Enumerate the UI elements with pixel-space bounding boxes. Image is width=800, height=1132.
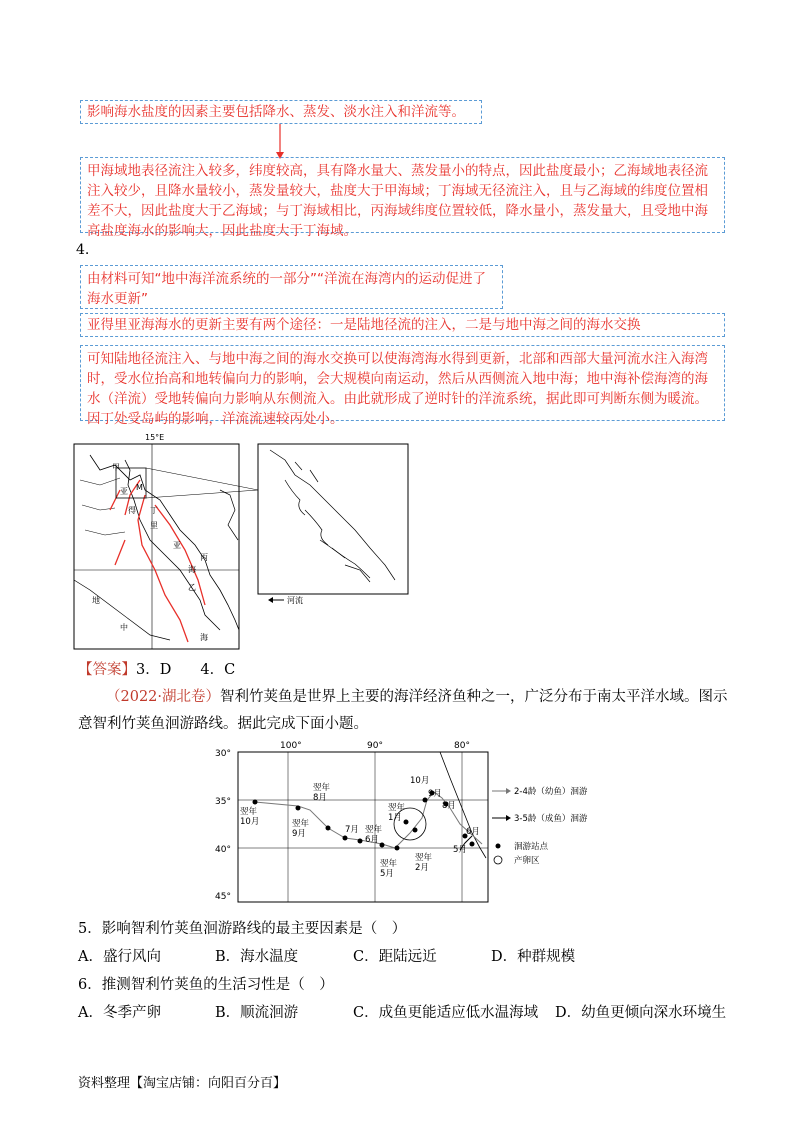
map2-stop-oct: 10月 [410,776,430,786]
q6-stem: 6．推测智利竹荚鱼的生活习性是（ ） [78,977,334,993]
map2-lat-40: 40° [215,845,231,855]
map1-label-de: 得 [128,506,136,515]
map1-label-di: 地 [92,596,100,605]
map1-label-yi: 乙 [188,583,196,592]
answer-label: 【答案】 [78,662,136,678]
question-number-4: 4. [76,242,90,258]
analysis-text-5: 可知陆地径流注入、与地中海之间的海水交换可以使海湾海水得到更新，北部和西部大量河流水注入海湾时，受水位抬高和地转偏向力的影响，会大规模向南运动，然后从西侧流入地中海；地中海补偿海湾的海水（洋流）受地转偏向力影响从东侧流入。由此就形成了逆时针的洋流系统，据此即可判断东侧为暖流。因丁处受岛屿的影响，洋流流速较丙处小。 [87,351,708,427]
map2-stop-jun-next: 翌年 6月 [365,825,383,845]
map1-label-bing: 丙 [200,553,208,562]
map2-legend-adult: 3-5龄（成鱼）洄游 [514,814,588,824]
map2-stop-jul: 7月 [345,825,359,835]
analysis-text-3: 由材料可知“地中海洋流系统的一部分”“洋流在海湾内的运动促进了海水更新” [87,271,486,307]
map2-stop-aug: 8月 [442,801,456,811]
q5-option-d[interactable]: D．种群规模 [491,949,576,965]
analysis-box-5 [80,345,725,427]
map2-stop-sep: 9月 [428,789,442,799]
map2-stop-feb-next: 翌年 2月 [415,853,433,873]
q6-option-c[interactable]: C．成鱼更能适应低水温海域 [353,1005,539,1021]
answer-text: 3．D 4．C [136,662,236,678]
q5-option-c[interactable]: C．距陆远近 [353,949,437,965]
map1-longitude-label: 15°E [145,433,165,442]
map2-lon-100: 100° [280,741,302,751]
map1-label-li: 里 [150,521,158,530]
q5-option-b[interactable]: B．海水温度 [215,949,299,965]
analysis-text-1: 影响海水盐度的因素主要包括降水、蒸发、淡水注入和洋流等。 [87,104,465,120]
q6-option-b[interactable]: B．顺流洄游 [215,1005,299,1021]
map1-label-jia: 甲 [112,463,120,472]
map2-stop-jan-next: 翌年 1月 [388,803,406,823]
map1-label-ding: 丁 [150,506,158,515]
answer-line [78,658,235,679]
analysis-box-2 [80,157,725,239]
analysis-box-4 [80,313,725,337]
map2-stop-aug-next: 翌年 8月 [313,783,331,803]
map2-stop-jun: 6月 [466,827,480,837]
q5-stem: 5．影响智利竹荚鱼洄游路线的最主要因素是（ ） [78,921,407,937]
fish-migration-map [210,738,590,908]
map2-lon-90: 90° [367,741,383,751]
map1-label-hai2: 海 [200,633,208,642]
q6-option-a[interactable]: A．冬季产卵 [78,1005,161,1021]
footer-source: 资料整理【淘宝店铺：向阳百分百】 [78,1076,287,1091]
map1-label-ya1: 亚 [120,487,128,496]
q6-option-d[interactable]: D．幼鱼更倾向深水环境生 [555,1005,727,1021]
analysis-text-2: 甲海域地表径流注入较多，纬度较高，具有降水量大、蒸发量小的特点，因此盐度最小；乙海域地表径流注入较少，且降水量较小，蒸发量较大，盐度大于甲海域；丁海域无径流注入，且与乙海域的纬度位置相差不大，因此盐度大于乙海域；与丁海域相比，丙海域纬度位置较低，降水量小，蒸发量大，且受地中海高盐度海水的影响大，因此盐度大于丁海域。 [87,163,708,239]
question-text: 智利竹荚鱼是世界上主要的海洋经济鱼种之一，广泛分布于南太平洋水域。图示意智利竹荚鱼洄游路线。据此完成下面小题。 [78,689,728,732]
analysis-text-4: 亚得里亚海海水的更新主要有两个途径：一是陆地径流的注入，二是与地中海之间的海水交换 [87,317,641,333]
map2-lon-80: 80° [454,741,470,751]
q5-option-a[interactable]: A．盛行风向 [78,949,161,965]
map1-label-m: M [136,483,143,492]
question-intro [78,684,728,738]
map1-label-hai1: 海 [188,565,196,574]
map2-legend-spawning: 产卵区 [514,856,540,866]
map1-legend-river: 河流 [287,596,303,605]
map1-label-ya2: 亚 [173,541,181,550]
question-source: （2022·湖北卷） [106,689,221,705]
map2-lat-30: 30° [215,749,231,759]
map2-lat-45: 45° [215,892,231,902]
adriatic-sea-map [70,430,460,655]
map2-stop-sep-next: 翌年 9月 [292,819,310,839]
map2-lat-35: 35° [215,797,231,807]
map2-stop-oct-next: 翌年 10月 [240,807,260,827]
map1-label-zhong: 中 [120,623,128,632]
map2-legend-juvenile: 2-4龄（幼鱼）洄游 [514,787,588,797]
map2-stop-may-next: 翌年 5月 [380,859,398,879]
map2-stop-may: 5月 [453,845,467,855]
analysis-box-1 [80,100,482,124]
connector-arrow [270,124,290,160]
analysis-box-3 [80,265,503,309]
map2-legend-station: 洄游站点 [514,842,549,852]
